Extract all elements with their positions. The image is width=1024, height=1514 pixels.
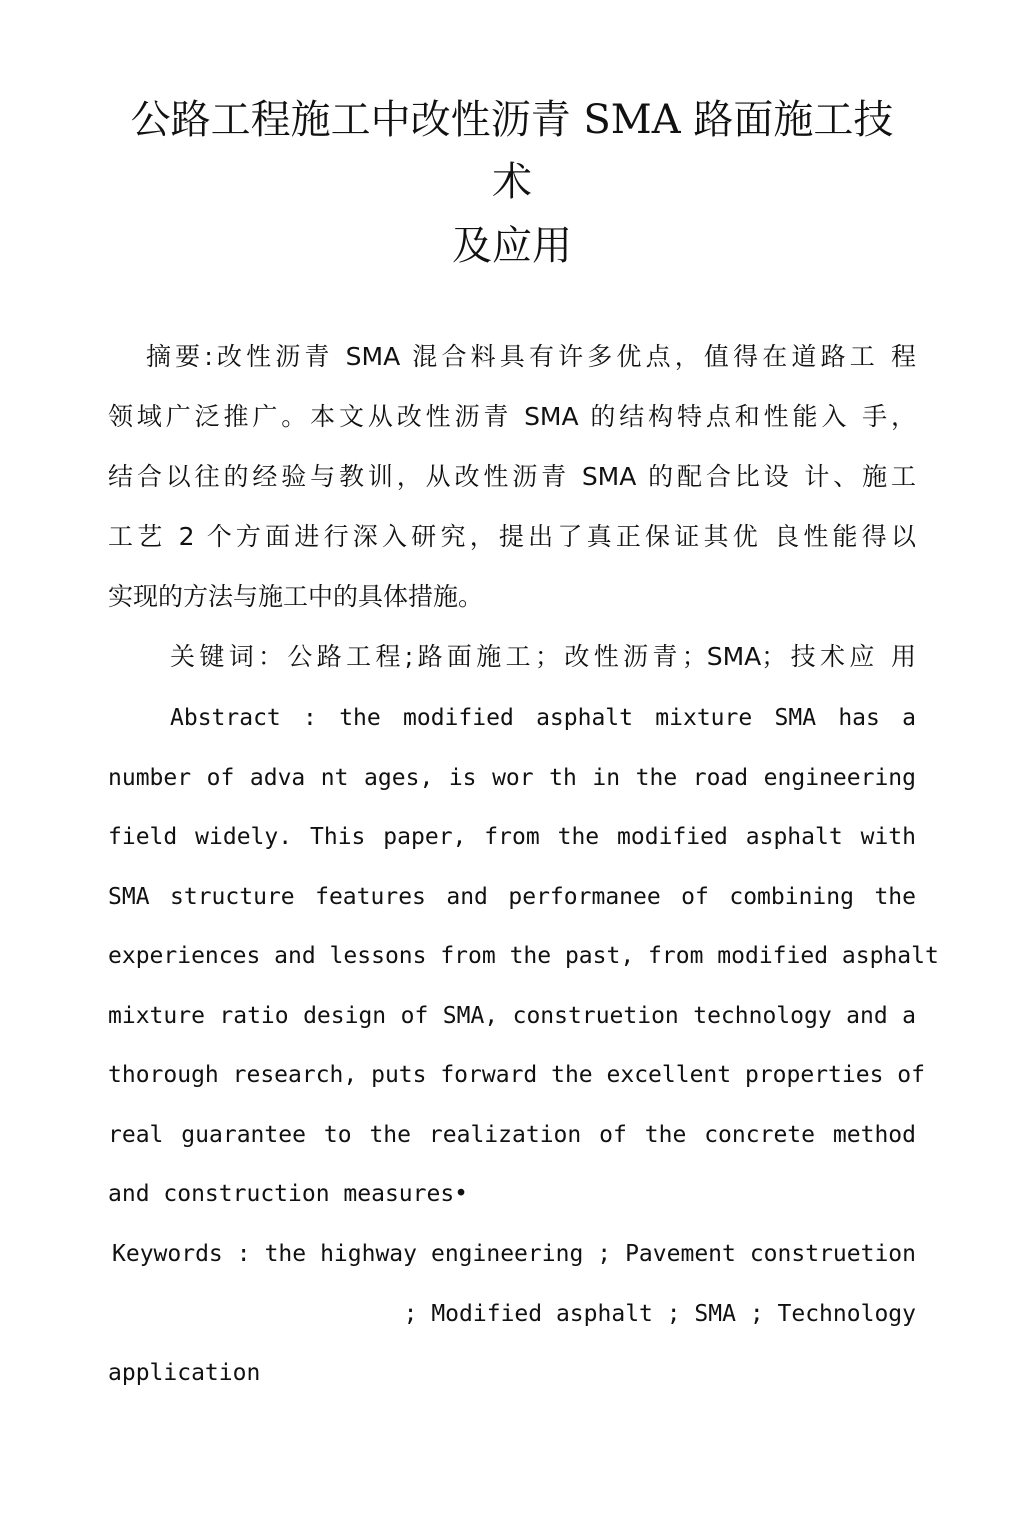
abstract-en-line-4: SMA structure features and performanee of combining the <box>108 884 916 910</box>
title-line-3: 及应用 <box>452 223 572 269</box>
abstract-en-line-9: and construction measures• <box>108 1181 469 1207</box>
abstract-en-line-2: number of adva nt ages, is wor th in the road engineering <box>108 765 916 791</box>
keywords-en-line-1: Keywords : the highway engineering ; Pavement construetion <box>112 1241 916 1267</box>
keywords-cn: 关键词：公路工程;路面施工；改性沥青；SMA；技术应 用 <box>170 642 916 671</box>
abstract-cn-line-3: 结合以往的经验与教训，从改性沥青 SMA 的配合比设 计、施工 <box>108 462 916 491</box>
abstract-en-line-6: mixture ratio design of SMA, construetion technology and a <box>108 1003 916 1029</box>
abstract-en-line-8: real guarantee to the realization of the concrete method <box>108 1122 916 1148</box>
abstract-cn-line-5: 实现的方法与施工中的具体措施。 <box>108 582 484 611</box>
abstract-en-line-5: experiences and lessons from the past, from modified asphalt <box>108 943 939 969</box>
keywords-en-line-2: ; Modified asphalt ; SMA ; Technology <box>403 1301 916 1327</box>
abstract-cn-line-2: 领域广泛推广。本文从改性沥青 SMA 的结构特点和性能入 手， <box>108 402 916 431</box>
title-line-1: 公路工程施工中改性沥青 SMA 路面施工技 <box>130 97 894 143</box>
abstract-en-line-7: thorough research, puts forward the excellent properties of <box>108 1062 925 1088</box>
abstract-en-line-3: field widely. This paper, from the modified asphalt with <box>108 824 916 850</box>
keywords-en-line-3: application <box>108 1360 261 1386</box>
abstract-cn-line-4: 工艺 2 个方面进行深入研究，提出了真正保证其优 良性能得以 <box>108 522 916 551</box>
abstract-cn-line-1: 摘要:改性沥青 SMA 混合料具有许多优点，值得在道路工 程 <box>146 342 916 371</box>
abstract-en-line-1: Abstract : the modified asphalt mixture SMA has a <box>170 705 916 731</box>
title-line-2: 术 <box>492 159 532 205</box>
